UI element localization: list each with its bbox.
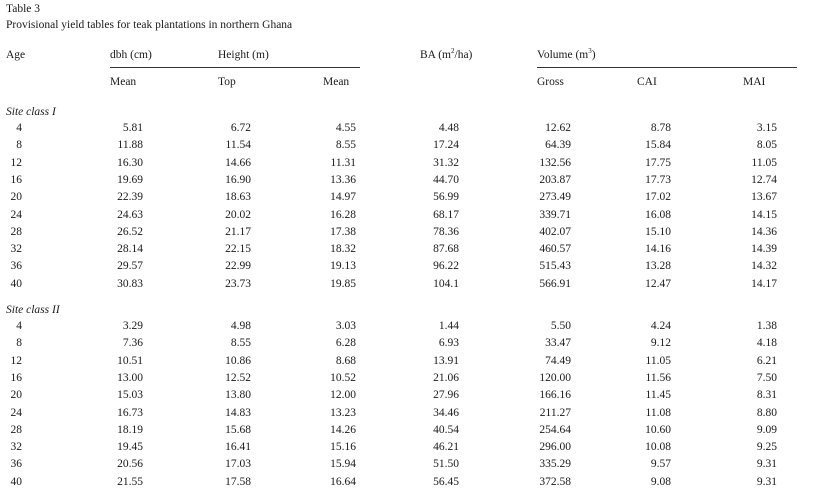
cell-height-mean: 16.64: [330, 475, 356, 488]
cell-height-mean: 10.52: [330, 371, 356, 384]
cell-volume-gross: 203.87: [539, 173, 571, 186]
cell-dbh-mean: 20.56: [117, 458, 143, 471]
table-row: [0, 423, 819, 440]
cell-age: 28: [10, 225, 22, 238]
cell-height-mean: 6.28: [335, 337, 356, 350]
cell-height-top: 11.54: [225, 139, 251, 152]
cell-volume-mai: 4.18: [756, 337, 777, 350]
cell-ba: 46.21: [433, 441, 459, 454]
cell-height-mean: 8.55: [335, 139, 356, 152]
cell-ba: 31.32: [433, 156, 459, 169]
cell-volume-mai: 14.39: [751, 243, 777, 256]
cell-volume-mai: 14.15: [751, 208, 777, 221]
section-title: Site class II: [6, 304, 60, 316]
cell-volume-gross: 5.50: [550, 320, 571, 332]
cell-height-top: 10.86: [225, 354, 251, 367]
cell-age: 40: [10, 277, 22, 290]
cell-volume-cai: 17.75: [645, 156, 671, 169]
cell-age: 28: [10, 423, 22, 436]
cell-ba: 78.36: [433, 225, 459, 238]
cell-age: 4: [16, 320, 22, 332]
table-row: [0, 121, 819, 138]
cell-height-mean: 12.00: [330, 389, 356, 402]
section-title: Site class I: [6, 106, 56, 118]
cell-volume-gross: 120.00: [539, 371, 571, 384]
cell-volume-mai: 8.80: [756, 406, 777, 419]
header-volume-sup: 3: [588, 47, 592, 55]
cell-height-mean: 8.68: [335, 354, 356, 367]
cell-ba: 13.91: [433, 354, 459, 367]
cell-volume-gross: 296.00: [539, 441, 571, 454]
cell-dbh-mean: 15.03: [117, 389, 143, 402]
cell-volume-mai: 9.25: [756, 441, 777, 454]
cell-dbh-mean: 3.29: [122, 320, 143, 332]
cell-dbh-mean: 29.57: [117, 260, 143, 273]
cell-volume-cai: 11.05: [645, 354, 671, 367]
cell-height-mean: 15.16: [330, 441, 356, 454]
cell-volume-gross: 515.43: [539, 260, 571, 273]
cell-ba: 21.06: [433, 371, 459, 384]
cell-volume-mai: 3.15: [756, 122, 777, 134]
cell-ba: 56.45: [433, 475, 459, 488]
cell-height-top: 14.66: [225, 156, 251, 169]
cell-volume-mai: 9.09: [756, 423, 777, 436]
cell-volume-cai: 11.45: [645, 389, 671, 402]
cell-volume-gross: 254.64: [539, 423, 571, 436]
cell-volume-cai: 11.56: [645, 371, 671, 384]
cell-volume-mai: 14.17: [751, 277, 777, 290]
subheader-volume-cai: CAI: [637, 76, 657, 88]
cell-age: 12: [10, 156, 22, 169]
cell-volume-gross: 74.49: [545, 354, 571, 367]
header-rule-volume: [537, 67, 797, 68]
cell-volume-mai: 9.31: [756, 458, 777, 471]
cell-ba: 1.44: [438, 320, 459, 332]
cell-volume-gross: 339.71: [539, 208, 571, 221]
cell-volume-mai: 6.21: [756, 354, 777, 367]
cell-volume-mai: 1.38: [756, 320, 777, 332]
table-row: [0, 277, 819, 294]
cell-height-top: 22.15: [225, 243, 251, 256]
cell-dbh-mean: 19.69: [117, 173, 143, 186]
cell-height-mean: 19.85: [330, 277, 356, 290]
cell-height-top: 18.63: [225, 191, 251, 204]
cell-dbh-mean: 21.55: [117, 475, 143, 488]
cell-age: 32: [10, 243, 22, 256]
subheader-dbh-mean: Mean: [110, 76, 137, 88]
cell-volume-gross: 372.58: [539, 475, 571, 488]
cell-height-mean: 14.26: [330, 423, 356, 436]
table-row: [0, 388, 819, 405]
cell-volume-gross: 335.29: [539, 458, 571, 471]
cell-age: 20: [10, 389, 22, 402]
table-row: [0, 371, 819, 388]
cell-height-top: 12.52: [225, 371, 251, 384]
cell-volume-mai: 14.32: [751, 260, 777, 273]
cell-volume-cai: 17.73: [645, 173, 671, 186]
cell-volume-cai: 9.12: [650, 337, 671, 350]
cell-height-top: 14.83: [225, 406, 251, 419]
cell-dbh-mean: 26.52: [117, 225, 143, 238]
cell-volume-cai: 15.84: [645, 139, 671, 152]
cell-volume-cai: 16.08: [645, 208, 671, 221]
cell-volume-mai: 8.31: [756, 389, 777, 402]
table-row: [0, 457, 819, 474]
cell-age: 16: [10, 173, 22, 186]
cell-dbh-mean: 24.63: [117, 208, 143, 221]
cell-dbh-mean: 16.73: [117, 406, 143, 419]
table-row: [0, 156, 819, 173]
header-volume: [537, 48, 596, 62]
table-caption: Provisional yield tables for teak plantations in northern Ghana: [6, 19, 293, 31]
cell-height-top: 13.80: [225, 389, 251, 402]
table-row: [0, 440, 819, 457]
cell-volume-gross: 64.39: [545, 139, 571, 152]
cell-volume-mai: 8.05: [756, 139, 777, 152]
table-row: [0, 138, 819, 155]
cell-height-top: 22.99: [225, 260, 251, 273]
table-label: Table 3: [6, 3, 41, 15]
cell-volume-cai: 9.57: [650, 458, 671, 471]
cell-height-mean: 3.03: [335, 320, 356, 332]
cell-volume-mai: 12.74: [751, 173, 777, 186]
table-row: [0, 319, 819, 336]
cell-ba: 44.70: [433, 173, 459, 186]
cell-volume-gross: 166.16: [539, 389, 571, 402]
header-ba-sup: 2: [451, 47, 455, 55]
cell-dbh-mean: 19.45: [117, 441, 143, 454]
cell-age: 16: [10, 371, 22, 384]
cell-height-top: 17.03: [225, 458, 251, 471]
cell-dbh-mean: 28.14: [117, 243, 143, 256]
cell-volume-mai: 7.50: [756, 371, 777, 384]
cell-height-top: 4.98: [230, 320, 251, 332]
table-row: [0, 208, 819, 225]
cell-height-mean: 15.94: [330, 458, 356, 471]
table-row: [0, 225, 819, 242]
cell-volume-mai: 9.31: [756, 475, 777, 488]
cell-ba: 68.17: [433, 208, 459, 221]
cell-height-mean: 18.32: [330, 243, 356, 256]
cell-volume-cai: 8.78: [650, 122, 671, 134]
cell-dbh-mean: 16.30: [117, 156, 143, 169]
header-height: Height (m): [218, 49, 269, 61]
cell-volume-gross: 273.49: [539, 191, 571, 204]
table-row: [0, 354, 819, 371]
header-rule-dbh-height: [110, 67, 360, 68]
cell-height-top: 16.90: [225, 173, 251, 186]
header-ba-text: BA (m: [420, 49, 451, 61]
cell-ba: 6.93: [438, 337, 459, 350]
cell-dbh-mean: 30.83: [117, 277, 143, 290]
cell-ba: 27.96: [433, 389, 459, 402]
header-dbh: dbh (cm): [110, 49, 152, 61]
cell-age: 8: [16, 139, 22, 152]
cell-age: 36: [10, 458, 22, 471]
cell-volume-gross: 211.27: [539, 406, 571, 419]
subheader-height-top: Top: [218, 76, 236, 88]
cell-height-mean: 13.23: [330, 406, 356, 419]
cell-volume-mai: 14.36: [751, 225, 777, 238]
subheader-volume-gross: Gross: [537, 76, 564, 88]
cell-height-mean: 11.31: [330, 156, 356, 169]
cell-height-mean: 19.13: [330, 260, 356, 273]
cell-age: 40: [10, 475, 22, 488]
cell-volume-cai: 11.08: [645, 406, 671, 419]
cell-ba: 40.54: [433, 423, 459, 436]
table-row: [0, 242, 819, 259]
cell-ba: 87.68: [433, 243, 459, 256]
cell-dbh-mean: 18.19: [117, 423, 143, 436]
cell-height-top: 16.41: [225, 441, 251, 454]
cell-volume-gross: 132.56: [539, 156, 571, 169]
table-row: [0, 259, 819, 276]
cell-height-mean: 16.28: [330, 208, 356, 221]
cell-height-top: 21.17: [225, 225, 251, 238]
cell-height-top: 20.02: [225, 208, 251, 221]
cell-volume-cai: 4.24: [650, 320, 671, 332]
cell-ba: 17.24: [433, 139, 459, 152]
header-age: Age: [6, 49, 26, 61]
cell-dbh-mean: 7.36: [122, 337, 143, 350]
cell-ba: 104.1: [433, 277, 459, 290]
cell-height-mean: 4.55: [335, 122, 356, 134]
cell-age: 32: [10, 441, 22, 454]
cell-height-mean: 13.36: [330, 173, 356, 186]
cell-volume-cai: 13.28: [645, 260, 671, 273]
cell-ba: 51.50: [433, 458, 459, 471]
cell-volume-cai: 10.60: [645, 423, 671, 436]
cell-volume-cai: 10.08: [645, 441, 671, 454]
cell-age: 20: [10, 191, 22, 204]
cell-volume-mai: 13.67: [751, 191, 777, 204]
subheader-volume-mai: MAI: [743, 76, 766, 88]
cell-volume-cai: 17.02: [645, 191, 671, 204]
cell-volume-cai: 14.16: [645, 243, 671, 256]
cell-volume-gross: 12.62: [545, 122, 571, 134]
header-volume-text: Volume (m: [537, 49, 589, 61]
cell-ba: 4.48: [438, 122, 459, 134]
cell-dbh-mean: 5.81: [122, 122, 143, 134]
cell-dbh-mean: 10.51: [117, 354, 143, 367]
cell-volume-cai: 12.47: [645, 277, 671, 290]
table-row: [0, 406, 819, 423]
cell-height-mean: 14.97: [330, 191, 356, 204]
header-ba: [420, 48, 472, 62]
subheader-height-mean: Mean: [323, 76, 350, 88]
cell-volume-mai: 11.05: [751, 156, 777, 169]
cell-age: 24: [10, 406, 22, 419]
table-row: [0, 190, 819, 207]
cell-dbh-mean: 13.00: [117, 371, 143, 384]
cell-ba: 34.46: [433, 406, 459, 419]
cell-volume-cai: 9.08: [650, 475, 671, 488]
header-ba-suffix: /ha): [454, 49, 473, 61]
table-row: [0, 475, 819, 492]
cell-height-top: 6.72: [230, 122, 251, 134]
cell-height-top: 8.55: [230, 337, 251, 350]
cell-age: 24: [10, 208, 22, 221]
cell-age: 4: [16, 122, 22, 134]
cell-age: 12: [10, 354, 22, 367]
cell-age: 36: [10, 260, 22, 273]
cell-volume-gross: 33.47: [545, 337, 571, 350]
header-volume-suffix: ): [591, 49, 596, 61]
table-row: [0, 336, 819, 353]
cell-height-top: 15.68: [225, 423, 251, 436]
cell-volume-gross: 566.91: [539, 277, 571, 290]
table-row: [0, 173, 819, 190]
cell-age: 8: [16, 337, 22, 350]
cell-ba: 56.99: [433, 191, 459, 204]
cell-dbh-mean: 22.39: [117, 191, 143, 204]
cell-volume-cai: 15.10: [645, 225, 671, 238]
cell-volume-gross: 402.07: [539, 225, 571, 238]
cell-volume-gross: 460.57: [539, 243, 571, 256]
cell-height-top: 23.73: [225, 277, 251, 290]
cell-height-top: 17.58: [225, 475, 251, 488]
cell-dbh-mean: 11.88: [117, 139, 143, 152]
cell-height-mean: 17.38: [330, 225, 356, 238]
cell-ba: 96.22: [433, 260, 459, 273]
